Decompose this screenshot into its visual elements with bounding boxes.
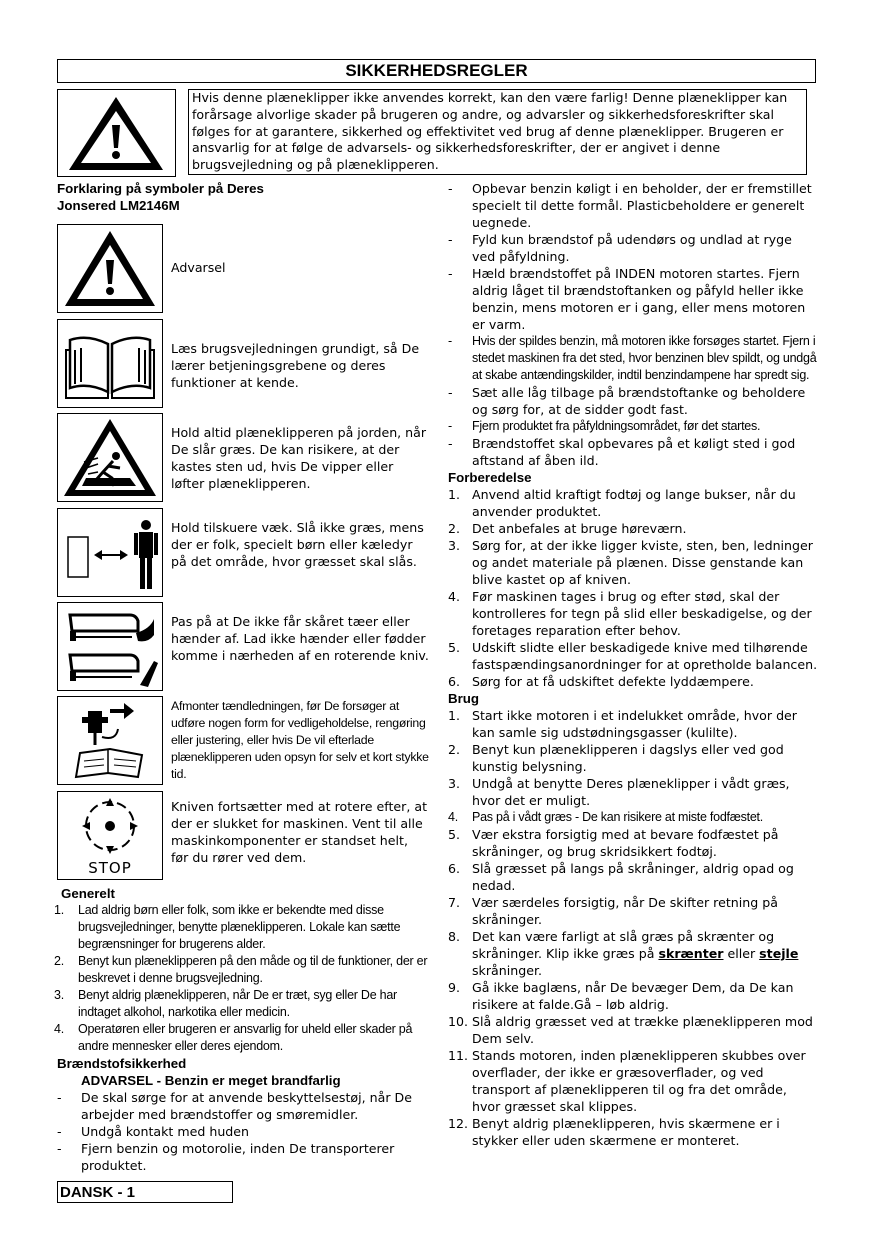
list-item: 6. Sørg for at få udskiftet defekte lyddæmpere.: [448, 674, 754, 689]
list-item: - Fjern produktet fra påfyldningsområdet, før det startes.: [448, 419, 761, 433]
list-item: 2. Benyt kun plæneklipperen i dagslys eller ved god kunstig belysning.: [448, 742, 784, 774]
rotating-blade-stop-icon: [57, 791, 163, 880]
symbol-text: Kniven fortsætter med at rotere efter, at der er slukket for maskinen. Vent til alle maskinkomponenter er standset helt, før du rører ved dem.: [171, 799, 428, 865]
list-item: 3. Sørg for, at der ikke ligger kviste, sten, ben, ledninger og andet materiale på plænen. Disse genstande kan blive kastet op af kniven.: [448, 538, 813, 587]
list-item: 3. Undgå at benytte Deres plæneklipper i vådt græs, hvor det er muligt.: [448, 776, 790, 808]
page-footer: DANSK - 1: [57, 1181, 233, 1203]
intro-warning-box: [188, 89, 807, 175]
list-item: 8. Det kan være farligt at slå græs på skrænter og skråninger. Klip ikke græs på skrænter eller stejle skråninger.: [448, 929, 799, 978]
fuel-list-left: [57, 1089, 432, 1174]
list-item: 4. Operatøren eller brugeren er ansvarlig for uheld eller skader på andre mennesker eller deres ejendom.: [54, 1022, 413, 1053]
symbol-text: Advarsel: [171, 260, 226, 275]
list-item: 6. Slå græsset på langs på skråninger, aldrig opad og nedad.: [448, 861, 794, 893]
list-item: 9. Gå ikke baglæns, når De bevæger Dem, da De kan risikere at falde.Gå – løb aldrig.: [448, 980, 794, 1012]
keep-distance-icon: [57, 508, 163, 597]
list-item: - Opbevar benzin køligt i en beholder, der er fremstillet specielt til dette formål. Plasticbeholdere er generelt uegnede.: [448, 181, 812, 230]
list-item: 1. Lad aldrig børn eller folk, som ikke er bekendte med disse brugsvejledninger, benytte plæneklipperen. Lokale kan sætte begrænsninger for brugerens alder.: [54, 903, 401, 951]
warning-triangle-icon: [57, 89, 176, 177]
list-item: - Undgå kontakt med huden: [57, 1124, 250, 1139]
symbol-text: Hold tilskuere væk. Slå ikke græs, mens der er folk, specielt børn eller kæledyr på det område, hvor græsset skal slås.: [171, 520, 424, 569]
symbol-row: [57, 696, 432, 785]
intro-text: Hvis denne plæneklipper ikke anvendes korrekt, kan den være farlig! Denne plæneklipper kan forårsage alvorlige skader på brugeren og andre, og advarsler og sikkerhedsforeskrifter skal følges for at garantere, sikkerhed og effektivitet ved brug af denne plæneklipper. Brugeren er ansvarlig for at følge de advarsels- og sikkerhedsforeskrifter, der er angivet i denne brugsvejledning og på plæneklipperen.: [192, 90, 788, 173]
fuel-list-right: [448, 180, 818, 469]
general-section: [54, 885, 432, 1174]
list-item: 3. Benyt aldrig plæneklipperen, når De er træt, syg eller De har indtaget alkohol, narkotika eller medicin.: [54, 988, 397, 1019]
list-item: 4. Før maskinen tages i brug og efter stød, skal der kontrolleres for tegn på slid eller beskadigelse, og der foretages reparation efter behov.: [448, 589, 812, 638]
list-item: 11. Stands motoren, inden plæneklipperen skubbes over overflader, der ikke er græsoverflader, og ved transport af plæneklipperen til og fra det område, hvor græsset skal klippes.: [448, 1048, 806, 1114]
symbol-row: [57, 508, 432, 597]
list-item: - Fjern benzin og motorolie, inden De transporterer produktet.: [57, 1141, 395, 1173]
fuel-warning: ADVARSEL - Benzin er meget brandfarlig: [81, 1073, 341, 1088]
list-item: 12. Benyt aldrig plæneklipperen, hvis skærmene er i stykker eller uden skærmene er monteret.: [448, 1116, 780, 1148]
list-item: 7. Vær særdeles forsigtig, når De skifter retning på skråninger.: [448, 895, 778, 927]
use-heading: Brug: [448, 691, 480, 706]
list-item: 1. Anvend altid kraftigt fodtøj og lange bukser, når du anvender produktet.: [448, 487, 796, 519]
list-item: 2. Benyt kun plæneklipperen på den måde og til de funktioner, der er beskrevet i denne brugsvejledning.: [54, 954, 428, 985]
symbol-text: Pas på at De ikke får skåret tæer eller hænder af. Lad ikke hænder eller fødder komme i nærheden af en roterende kniv.: [171, 614, 429, 663]
blade-hands-feet-icon: [57, 602, 163, 691]
fuel-heading: Brændstofsikkerhed: [57, 1056, 187, 1071]
left-column: [54, 180, 432, 1173]
symbol-row: [57, 791, 432, 880]
symbols-heading-line2: Jonsered LM2146M: [57, 198, 180, 213]
list-item: - Sæt alle låg tilbage på brændstoftanke og beholdere og sørg for, at de sidder godt fast.: [448, 385, 806, 417]
symbol-text: Læs brugsvejledningen grundigt, så De lærer betjeningsgrebene og deres funktioner at kende.: [171, 341, 420, 390]
preparation-list: [448, 486, 818, 690]
list-item: 2. Det anbefales at bruge høreværn.: [448, 521, 687, 536]
list-item: - De skal sørge for at anvende beskyttelsestøj, når De arbejder med brændstoffer og smøremidler.: [57, 1090, 412, 1122]
symbol-row: [57, 319, 432, 408]
list-item: 10. Slå aldrig græsset ved at trække plæneklipperen mod Dem selv.: [448, 1014, 813, 1046]
use-list: [448, 707, 818, 1149]
list-item: - Brændstoffet skal opbevares på et køligt sted i god aftstand af åben ild.: [448, 436, 796, 468]
list-item: - Hvis der spildes benzin, må motoren ikke forsøges startet. Fjern i stedet maskinen fra det sted, hvor benzinen blev spildt, og undgå at skabe antændingskilder, indtil benzindampene har spredt sig.: [448, 334, 817, 382]
list-item: - Fyld kun brændstof på udendørs og undlad at ryge ved påfyldning.: [448, 232, 792, 264]
symbol-row: [57, 413, 432, 502]
general-heading: Generelt: [61, 886, 115, 901]
symbols-heading-line1: Forklaring på symboler på Deres: [57, 181, 264, 196]
general-list: [54, 902, 432, 1055]
spark-plug-manual-icon: [57, 696, 163, 785]
open-book-icon: [57, 319, 163, 408]
list-item: - Hæld brændstoffet på INDEN motoren startes. Fjern aldrig låget til brændstoftanken og påfyld heller ikke benzin, mens motoren er i gang, eller mens motoren er varm.: [448, 266, 806, 332]
warning-triangle-icon: [57, 224, 163, 313]
list-item: 1. Start ikke motoren i et indelukket område, hvor der kan samle sig udstødningsgasser (kulilte).: [448, 708, 797, 740]
preparation-heading: Forberedelse: [448, 470, 532, 485]
symbol-text: Afmonter tændledningen, før De forsøger at udføre nogen form for vedligeholdelse, rengøring eller justering, eller hvis De vil efterlade plæneklipperen uden opsyn for selv et kort stykke tid.: [171, 699, 429, 781]
symbol-text: Hold altid plæneklipperen på jorden, når De slår græs. De kan risikere, at der kastes sten ud, hvis De vipper eller løfter plæneklipperen.: [171, 425, 427, 491]
list-item: 4. Pas på i vådt græs - De kan risikere at miste fodfæstet.: [448, 810, 763, 824]
page-title: SIKKERHEDSREGLER: [57, 59, 816, 83]
stop-label: STOP: [88, 859, 132, 877]
list-item: 5. Vær ekstra forsigtig med at bevare fodfæstet på skråninger, og brug skridsikkert fodtøj.: [448, 827, 779, 859]
list-item: 5. Udskift slidte eller beskadigede knive med tilhørende fastspændingsanordninger for at opretholde balancen.: [448, 640, 818, 672]
thrown-objects-icon: [57, 413, 163, 502]
symbol-row: [57, 224, 432, 313]
right-column: [448, 180, 818, 1149]
symbol-row: [57, 602, 432, 691]
